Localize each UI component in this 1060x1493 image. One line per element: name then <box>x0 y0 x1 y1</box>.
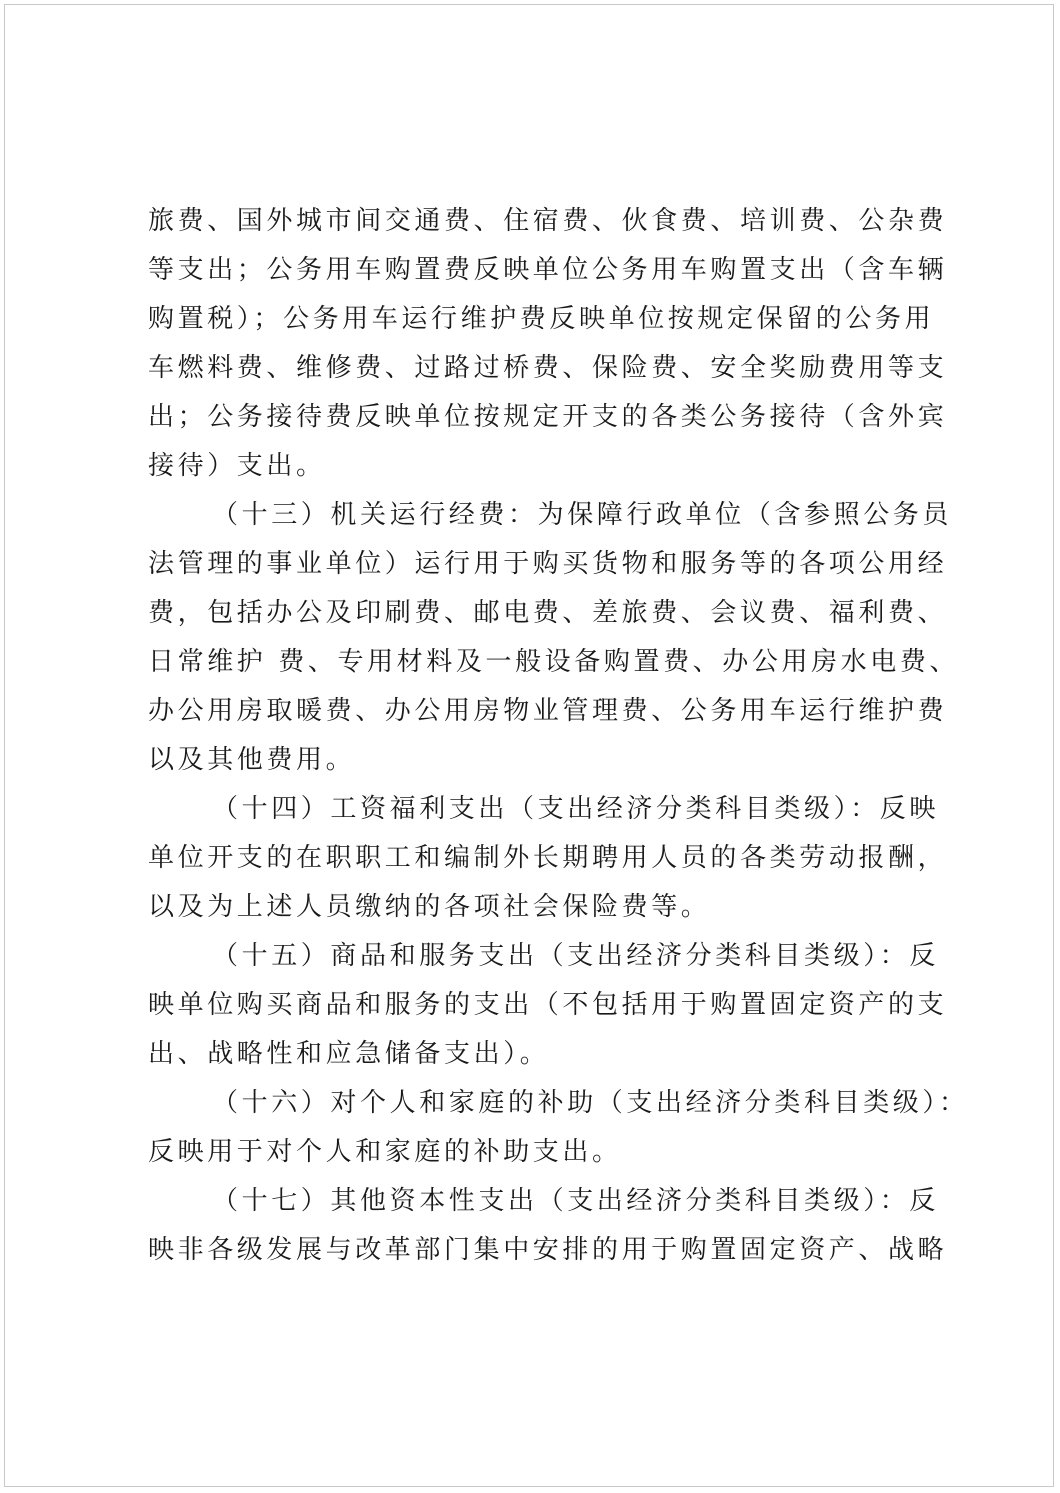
text-line-8: 法管理的事业单位）运行用于购买货物和服务等的各项公用经 <box>148 549 948 579</box>
text-line-18: 出、战略性和应急储备支出）。 <box>148 1039 550 1069</box>
text-line-2: 等支出；公务用车购置费反映单位公务用车购置支出（含车辆 <box>148 255 948 285</box>
text-line-20: 反映用于对个人和家庭的补助支出。 <box>148 1137 622 1167</box>
text-line-1: 旅费、国外城市间交通费、住宿费、伙食费、培训费、公杂费 <box>148 206 948 236</box>
paragraph-15-start: （十五）商品和服务支出（支出经济分类科目类级）：反 <box>212 941 940 971</box>
text-line-11: 办公用房取暖费、办公用房物业管理费、公务用车运行维护费 <box>148 696 948 726</box>
text-line-14: 单位开支的在职职工和编制外长期聘用人员的各类劳动报酬， <box>148 843 948 873</box>
text-line-3: 购置税）；公务用车运行维护费反映单位按规定保留的公务用 <box>148 304 935 334</box>
paragraph-14-start: （十四）工资福利支出（支出经济分类科目类级）：反映 <box>212 794 940 824</box>
paragraph-17-start: （十七）其他资本性支出（支出经济分类科目类级）：反 <box>212 1186 940 1216</box>
text-line-10: 日常维护 费、专用材料及一般设备购置费、办公用房水电费、 <box>148 647 960 677</box>
text-line-4: 车燃料费、维修费、过路过桥费、保险费、安全奖励费用等支 <box>148 353 948 383</box>
paragraph-16-start: （十六）对个人和家庭的补助（支出经济分类科目类级）： <box>212 1088 969 1118</box>
text-line-12: 以及其他费用。 <box>148 745 356 775</box>
paragraph-13-start: （十三）机关运行经费：为保障行政单位（含参照公务员 <box>212 500 953 530</box>
text-line-22: 映非各级发展与改革部门集中安排的用于购置固定资产、战略 <box>148 1235 948 1265</box>
document-body <box>148 197 969 1275</box>
text-line-5: 出；公务接待费反映单位按规定开支的各类公务接待（含外宾 <box>148 402 948 432</box>
text-line-6: 接待）支出。 <box>148 451 326 481</box>
text-line-15: 以及为上述人员缴纳的各项社会保险费等。 <box>148 892 711 922</box>
text-line-17: 映单位购买商品和服务的支出（不包括用于购置固定资产的支 <box>148 990 948 1020</box>
text-line-9: 费，包括办公及印刷费、邮电费、差旅费、会议费、福利费、 <box>148 598 948 628</box>
